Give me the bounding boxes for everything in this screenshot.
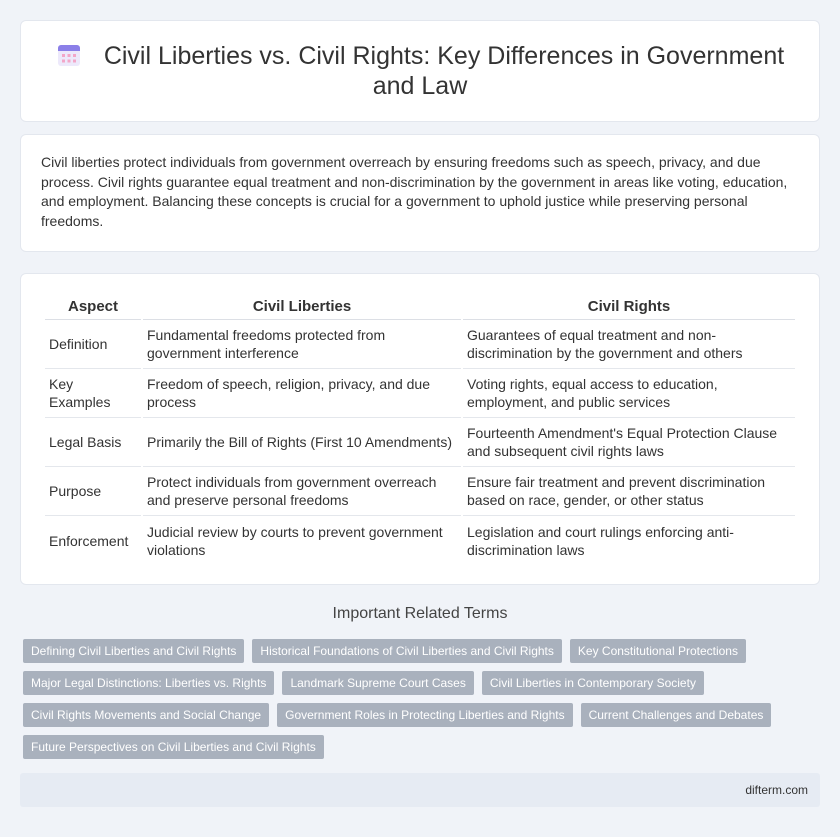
row-aspect: Key Examples — [45, 369, 141, 418]
row-aspect: Enforcement — [49, 532, 129, 549]
related-term-tag[interactable]: Current Challenges and Debates — [581, 703, 772, 727]
related-term-tag[interactable]: Government Roles in Protecting Liberties and Rights — [277, 703, 572, 727]
related-term-tag[interactable]: Defining Civil Liberties and Civil Rights — [23, 639, 244, 663]
row-civil-rights: Voting rights, equal access to education, employment, and public services — [463, 369, 795, 418]
comparison-table — [43, 294, 797, 565]
table-row — [45, 320, 795, 369]
row-aspect: Definition — [45, 320, 141, 369]
header-aspect: Aspect — [45, 294, 141, 320]
comparison-table-card — [20, 273, 820, 585]
table-row — [45, 369, 795, 418]
row-aspect: Purpose — [45, 467, 141, 516]
intro-text: Civil liberties protect individuals from government overreach by ensuring freedoms such as speech, privacy, and due process. Civil rights guarantee equal treatment and non-discrimination by the government in areas like voting, education, and employment. Balancing these concepts is crucial for a government to uphold justice while preserving personal freedoms. — [41, 154, 788, 229]
related-terms-tags — [23, 639, 803, 759]
related-term-tag[interactable]: Future Perspectives on Civil Liberties and Civil Rights — [23, 735, 324, 759]
row-civil-rights: Legislation and court rulings enforcing anti-discrimination laws — [467, 523, 734, 558]
related-term-tag[interactable]: Civil Rights Movements and Social Change — [23, 703, 269, 727]
row-aspect: Legal Basis — [45, 418, 141, 467]
footer — [20, 773, 820, 807]
related-term-tag[interactable]: Landmark Supreme Court Cases — [282, 671, 473, 695]
header-civil-liberties: Civil Liberties — [143, 294, 461, 320]
related-terms-title: Important Related Terms — [332, 605, 508, 622]
row-civil-liberties: Judicial review by courts to prevent government violations — [147, 523, 443, 558]
row-civil-rights: Ensure fair treatment and prevent discrimination based on race, gender, or other status — [463, 467, 795, 516]
table-row — [45, 418, 795, 467]
page-title-wrap — [50, 41, 790, 101]
row-civil-liberties: Protect individuals from government overreach and preserve personal freedoms — [143, 467, 461, 516]
row-civil-liberties: Primarily the Bill of Rights (First 10 Amendments) — [143, 418, 461, 467]
calendar-icon — [56, 42, 82, 68]
related-term-tag[interactable]: Major Legal Distinctions: Liberties vs. Rights — [23, 671, 274, 695]
row-civil-liberties: Freedom of speech, religion, privacy, and due process — [143, 369, 461, 418]
row-civil-rights: Fourteenth Amendment's Equal Protection Clause and subsequent civil rights laws — [463, 418, 795, 467]
table-row — [45, 467, 795, 516]
page-title: Civil Liberties vs. Civil Rights: Key Differences in Government and Law — [103, 42, 785, 100]
row-civil-liberties: Fundamental freedoms protected from government interference — [143, 320, 461, 369]
related-term-tag[interactable]: Civil Liberties in Contemporary Society — [482, 671, 704, 695]
related-term-tag[interactable]: Key Constitutional Protections — [570, 639, 746, 663]
header-civil-rights: Civil Rights — [463, 294, 795, 320]
intro-card — [20, 134, 820, 252]
related-term-tag[interactable]: Historical Foundations of Civil Liberties and Civil Rights — [252, 639, 561, 663]
footer-site-link[interactable]: difterm.com — [745, 783, 808, 797]
header-card — [20, 20, 820, 122]
row-civil-rights: Guarantees of equal treatment and non-discrimination by the government and others — [463, 320, 795, 369]
table-row — [45, 516, 795, 565]
table-header-row — [45, 294, 795, 320]
